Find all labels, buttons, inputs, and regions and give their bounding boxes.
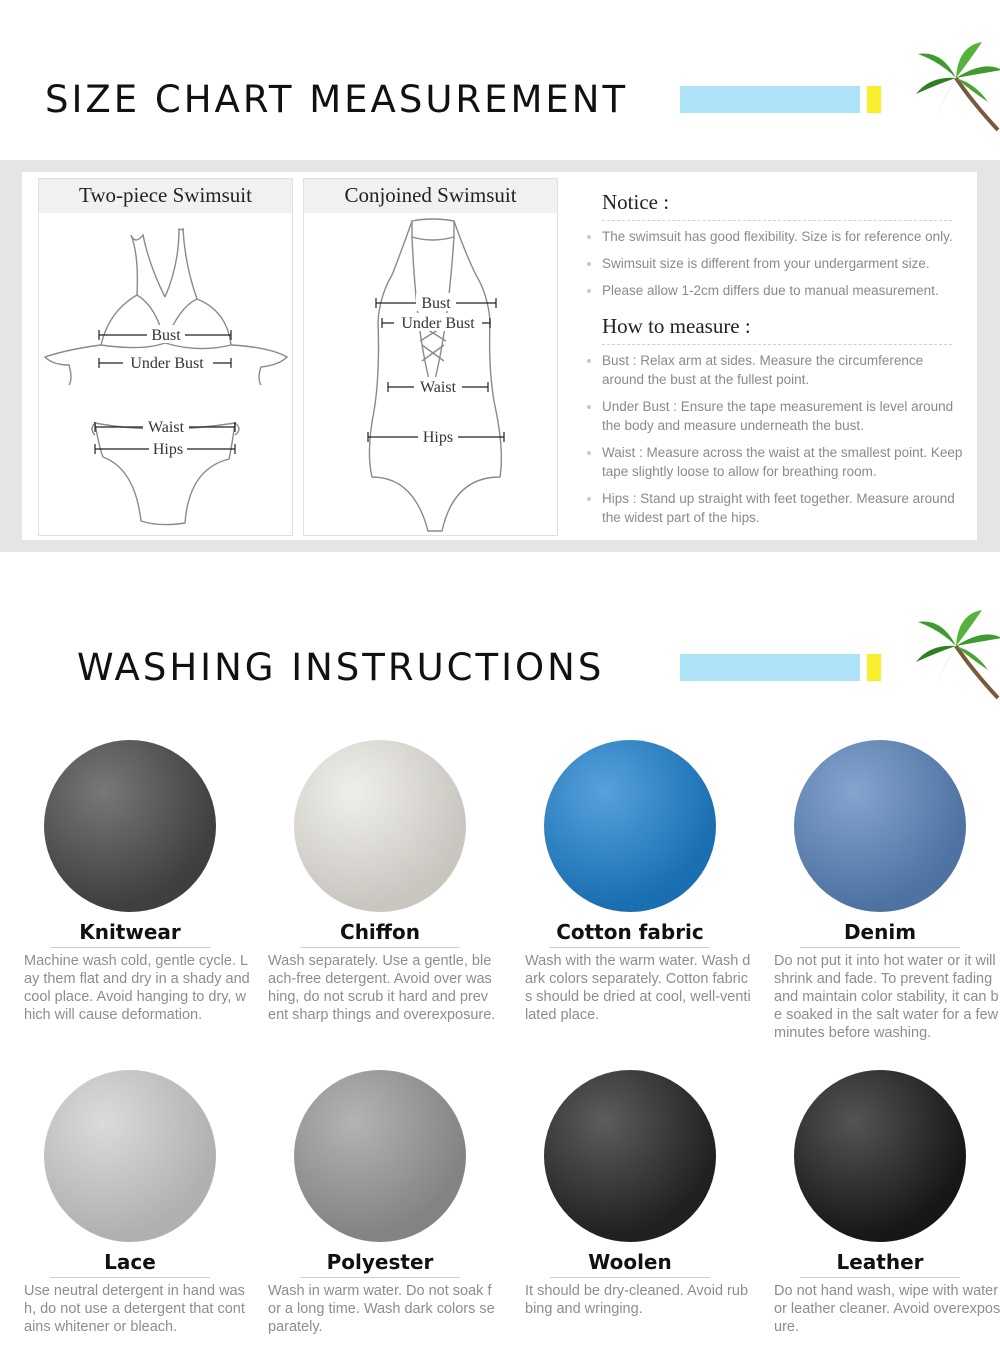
conjoined-title: Conjoined Swimsuit	[304, 179, 557, 213]
list-item: Swimsuit size is different from your undergarment size.	[602, 254, 967, 273]
conjoined-waist-label: Waist	[419, 379, 457, 396]
list-item: Bust : Relax arm at sides. Measure the circumference around the bust at the fullest point.	[602, 351, 967, 389]
two-piece-under-bust-label: Under Bust	[130, 355, 204, 372]
two-piece-bust-label: Bust	[151, 327, 181, 344]
list-item: Waist : Measure across the waist at the smallest point. Keep tape slightly loose to allow for breathing room.	[602, 443, 967, 481]
fabric-name: Cotton fabric	[550, 920, 710, 948]
notice-heading: Notice :	[602, 190, 952, 221]
palm-tree-icon	[912, 608, 1000, 700]
fabric-description: Wash with the warm water. Wash dark colors separately. Cotton fabrics should be dried at cool, well-ventilated place.	[525, 953, 751, 1023]
notice-list	[602, 227, 972, 300]
measurement-notes	[602, 190, 972, 535]
fabric-swatch	[794, 1070, 966, 1242]
two-piece-hips-label: Hips	[152, 441, 184, 458]
fabric-name: Lace	[50, 1250, 210, 1278]
fabric-description: It should be dry-cleaned. Avoid rubbing and wringing.	[525, 1283, 749, 1317]
conjoined-hips-label: Hips	[422, 429, 454, 446]
conjoined-under-bust-label: Under Bust	[401, 315, 475, 332]
fabric-swatch	[294, 1070, 466, 1242]
fabric-description: Do not put it into hot water or it will shrink and fade. To prevent fading and maintain color stability, it can be soaked in the salt water for a few minutes before washing.	[774, 953, 999, 1041]
accent-bar-blue	[680, 654, 860, 681]
fabric-swatch	[794, 740, 966, 912]
palm-tree-icon	[912, 40, 1000, 132]
two-piece-waist-label: Waist	[147, 419, 185, 436]
two-piece-illustration	[39, 215, 292, 535]
list-item: Please allow 1-2cm differs due to manual measurement.	[602, 281, 967, 300]
fabric-swatch	[544, 740, 716, 912]
fabric-description: Use neutral detergent in hand wash, do not use a detergent that contains whitener or bleach.	[24, 1283, 245, 1335]
size-chart-panel	[0, 160, 1000, 552]
two-piece-title: Two-piece Swimsuit	[39, 179, 292, 213]
fabric-swatch	[44, 740, 216, 912]
size-chart-title: SIZE CHART MEASUREMENT	[45, 78, 629, 121]
fabric-description: Wash separately. Use a gentle, bleach-free detergent. Avoid over washing, do not scrub it hard and prevent sharp things and overexposure.	[268, 953, 496, 1023]
fabric-name: Polyester	[300, 1250, 460, 1278]
conjoined-diagram	[303, 178, 558, 536]
washing-header	[0, 608, 1000, 728]
fabric-swatch	[294, 740, 466, 912]
accent-bar-yellow	[867, 86, 881, 113]
list-item: Hips : Stand up straight with feet together. Measure around the widest part of the hips.	[602, 489, 967, 527]
how-to-measure-list	[602, 351, 972, 527]
accent-bar-blue	[680, 86, 860, 113]
fabric-name: Knitwear	[50, 920, 210, 948]
fabric-name: Leather	[800, 1250, 960, 1278]
fabric-swatch	[44, 1070, 216, 1242]
fabric-name: Woolen	[550, 1250, 710, 1278]
fabric-name: Denim	[800, 920, 960, 948]
conjoined-illustration	[304, 215, 557, 535]
accent-bar-yellow	[867, 654, 881, 681]
how-to-measure-heading: How to measure :	[602, 314, 952, 345]
fabric-description: Wash in warm water. Do not soak for a long time. Wash dark colors separately.	[268, 1283, 495, 1335]
conjoined-bust-label: Bust	[421, 295, 451, 312]
size-chart-header	[0, 40, 1000, 160]
size-chart-card	[22, 172, 977, 540]
two-piece-diagram	[38, 178, 293, 536]
list-item: Under Bust : Ensure the tape measurement is level around the body and measure underneath the bust.	[602, 397, 967, 435]
washing-title: WASHING INSTRUCTIONS	[77, 646, 605, 689]
fabric-description: Do not hand wash, wipe with water or leather cleaner. Avoid overexposure.	[774, 1283, 1000, 1335]
fabric-description: Machine wash cold, gentle cycle. Lay them flat and dry in a shady and cool place. Avoid hanging to dry, which will cause deformation.	[24, 953, 250, 1023]
fabric-name: Chiffon	[300, 920, 460, 948]
fabric-swatch	[544, 1070, 716, 1242]
list-item: The swimsuit has good flexibility. Size is for reference only.	[602, 227, 967, 246]
